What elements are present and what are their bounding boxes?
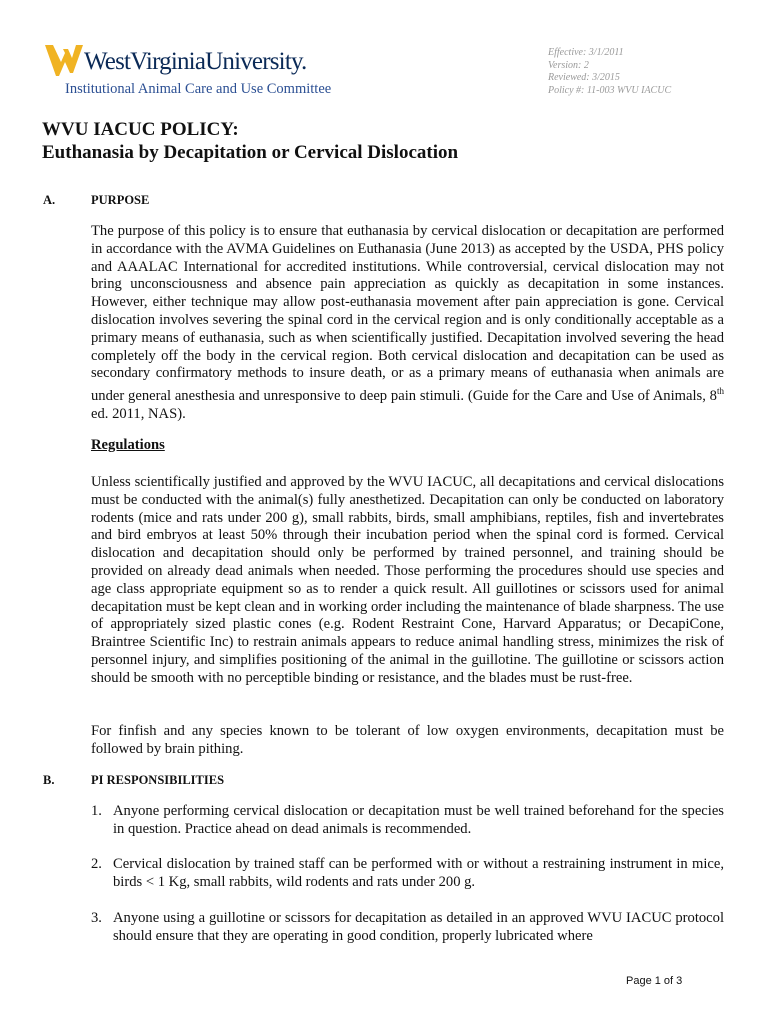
list-item-text: Anyone using a guillotine or scissors for decapitation as detailed in an approved WVU IACUC protocol should ensure that they are operating in good condition, properly lubricated where: [113, 910, 724, 944]
list-item: [91, 803, 724, 839]
section-b-heading: PI RESPONSIBILITIES: [91, 773, 225, 787]
section-a-heading: PURPOSE: [91, 193, 150, 207]
committee-name: Institutional Animal Care and Use Committee: [65, 81, 332, 97]
wvu-logo: [44, 40, 384, 104]
list-item: [91, 856, 724, 892]
purpose-superscript: th: [716, 386, 724, 397]
page-title: [42, 118, 458, 164]
meta-effective: Effective: 3/1/2011: [548, 47, 624, 58]
finfish-paragraph: For finfish and any species known to be tolerant of low oxygen environments, decapitation must be followed by brain pithing.: [91, 723, 724, 757]
section-b-letter: B.: [43, 773, 55, 787]
list-item-number: 2.: [91, 856, 102, 872]
responsibilities-list: [91, 803, 724, 839]
list-item-text: Cervical dislocation by trained staff can be performed with or without a restraining instrument in mice, birds < 1 Kg, small rabbits, wild rodents and rats under 200 g.: [113, 856, 724, 890]
purpose-text-end: ed. 2011, NAS).: [91, 405, 186, 422]
regulations-heading: Regulations: [91, 437, 165, 453]
title-line-1: WVU IACUC POLICY:: [42, 119, 239, 140]
title-line-2: Euthanasia by Decapitation or Cervical Dislocation: [42, 142, 459, 163]
meta-policy-number: Policy #: 11-003 WVU IACUC: [548, 84, 672, 96]
section-a-letter: A.: [43, 193, 56, 207]
responsibilities-list-3: [91, 910, 724, 946]
regulations-paragraph: Unless scientifically justified and approved by the WVU IACUC, all decapitations and cervical dislocations must be conducted with the animal(s) fully anesthetized. Decapitation can only be conducted on laboratory rodents (mice and rats under 200 g), small rabbits, birds, small amphibians, reptiles, fish and invertebrates and bird embryos at least 50% through their incubation period when the spinal cord is formed. Cervical dislocation and decapitation should only be performed by trained personnel, and training should be provided on already dead animals when needed. Those performing the procedures should use species and age class appropriate equipment so as to render a quick result. All guillotines or scissors used for animal decapitation must be kept clean and in working order including the maintenance of blade sharpness. The use of appropriately sized plastic cones (e.g. Rodent Restraint Cone, Harvard Apparatus; or DecapiCone, Braintree Scientific Inc) to restrain animals appears to reduce animal handling stress, minimizes the risk of personnel injury, and simplifies positioning of the animal in the guillotine. The guillotine or scissors action should be smooth with no perceptible binding or resistance, and the blades must be rust-free.: [91, 474, 724, 686]
list-item-number: 1.: [91, 803, 102, 819]
meta-reviewed: Reviewed: 3/2015: [548, 72, 620, 83]
page-number: Page 1 of 3: [626, 975, 683, 987]
list-item-number: 3.: [91, 910, 102, 926]
purpose-text: The purpose of this policy is to ensure that euthanasia by cervical dislocation or decapitation are performed in accordance with the AVMA Guidelines on Euthanasia (June 2013) as accepted by the USDA, PHS policy and AAALAC International for accredited institutions. While controversial, cervical dislocation may not bring unconsciousness and absence pain appreciation as quickly as decapitation in some instances. However, either technique may allow post-euthanasia movement after pain appreciation is gone. Cervical dislocation involves severing the spinal cord in the cervical region and is only conditionally acceptable as a primary means of euthanasia, such as when scientifically justified. Decapitation involved severing the head completely off the body in the cervical region. Both cervical dislocation and decapitation can be used as secondary confirmatory methods to insure death, or as a primary means of euthanasia when animals are under general anesthesia and unresponsive to deep pain stimuli. (Guide for the Care and Use of Animals, 8: [91, 223, 724, 405]
responsibilities-list-2: [91, 856, 724, 892]
meta-version: Version: 2: [548, 59, 589, 71]
university-wordmark: WestVirginiaUniversity.: [84, 48, 307, 75]
wv-flying-logo-icon: [44, 40, 84, 80]
purpose-paragraph: [91, 223, 724, 424]
list-item-text: Anyone performing cervical dislocation or decapitation must be well trained beforehand for the species in question. Practice ahead on dead animals is recommended.: [113, 803, 724, 837]
policy-meta: [548, 47, 671, 97]
list-item: [91, 910, 724, 946]
